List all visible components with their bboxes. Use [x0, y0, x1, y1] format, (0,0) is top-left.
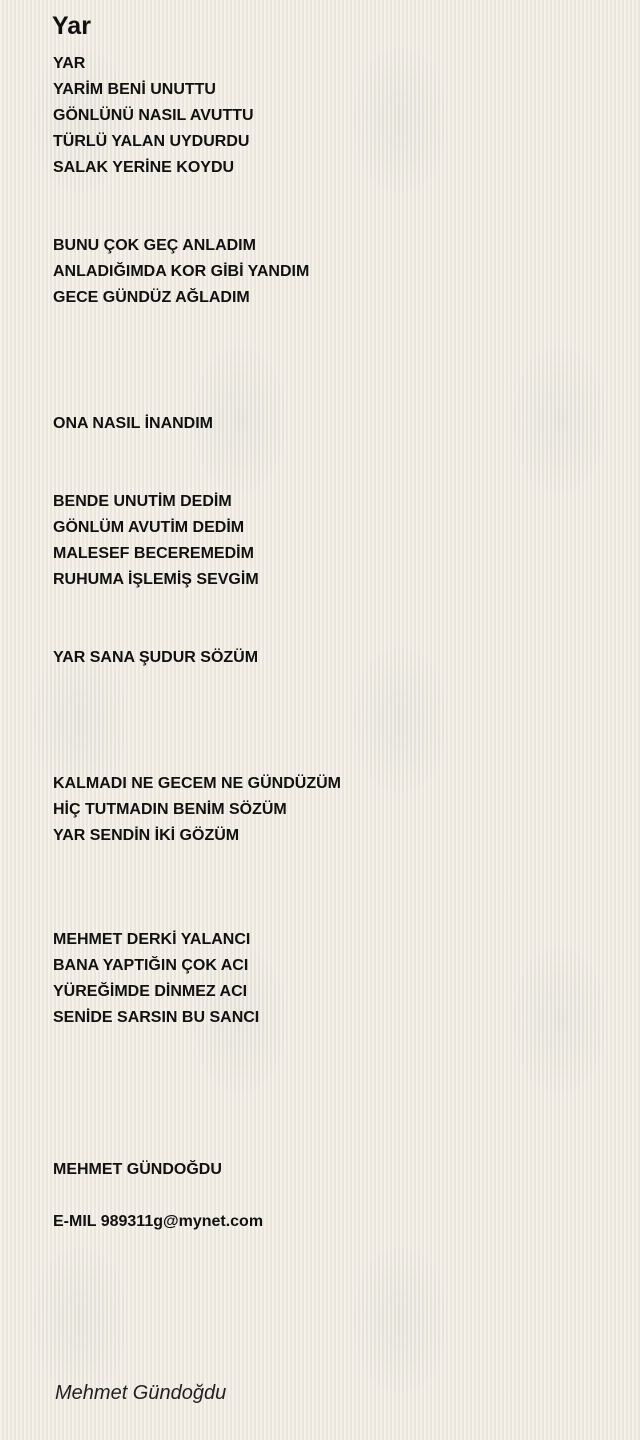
poem-line: BUNU ÇOK GEÇ ANLADIM: [53, 237, 256, 254]
poem-title: Yar: [52, 12, 91, 40]
poem-line: GECE GÜNDÜZ AĞLADIM: [53, 289, 250, 306]
poem-email: E-MIL 989311g@mynet.com: [53, 1213, 264, 1230]
poem-line: KALMADI NE GECEM NE GÜNDÜZÜM: [53, 775, 341, 792]
author-name: Mehmet Gündoğdu: [55, 1382, 227, 1404]
poem-line: RUHUMA İŞLEMİŞ SEVGİM: [53, 571, 259, 588]
poem-line: GÖNLÜNÜ NASIL AVUTTU: [53, 107, 254, 124]
poem-line: HİÇ TUTMADIN BENİM SÖZÜM: [53, 801, 287, 818]
poem-line: GÖNLÜM AVUTİM DEDİM: [53, 519, 245, 536]
poem-line: ANLADIĞIMDA KOR GİBİ YANDIM: [53, 263, 310, 280]
poem-line: YÜREĞİMDE DİNMEZ ACI: [53, 983, 248, 1000]
poem-line: MALESEF BECEREMEDİM: [53, 545, 254, 562]
poem-line: BENDE UNUTİM DEDİM: [53, 493, 232, 510]
poem-line: TÜRLÜ YALAN UYDURDU: [53, 133, 250, 150]
poem-line: SENİDE SARSIN BU SANCI: [53, 1009, 260, 1026]
poem-line: BANA YAPTIĞIN ÇOK ACI: [53, 957, 249, 974]
poem-line: YAR SANA ŞUDUR SÖZÜM: [53, 649, 259, 666]
poem-line: SALAK YERİNE KOYDU: [53, 159, 235, 176]
poem-line: ONA NASIL İNANDIM: [53, 415, 213, 432]
poem-signature: MEHMET GÜNDOĞDU: [53, 1161, 222, 1178]
poem-line: YARİM BENİ UNUTTU: [53, 81, 216, 98]
poem-line: YAR SENDİN İKİ GÖZÜM: [53, 827, 240, 844]
poem-line: MEHMET DERKİ YALANCI: [53, 931, 251, 948]
poem-line: YAR: [53, 55, 86, 72]
